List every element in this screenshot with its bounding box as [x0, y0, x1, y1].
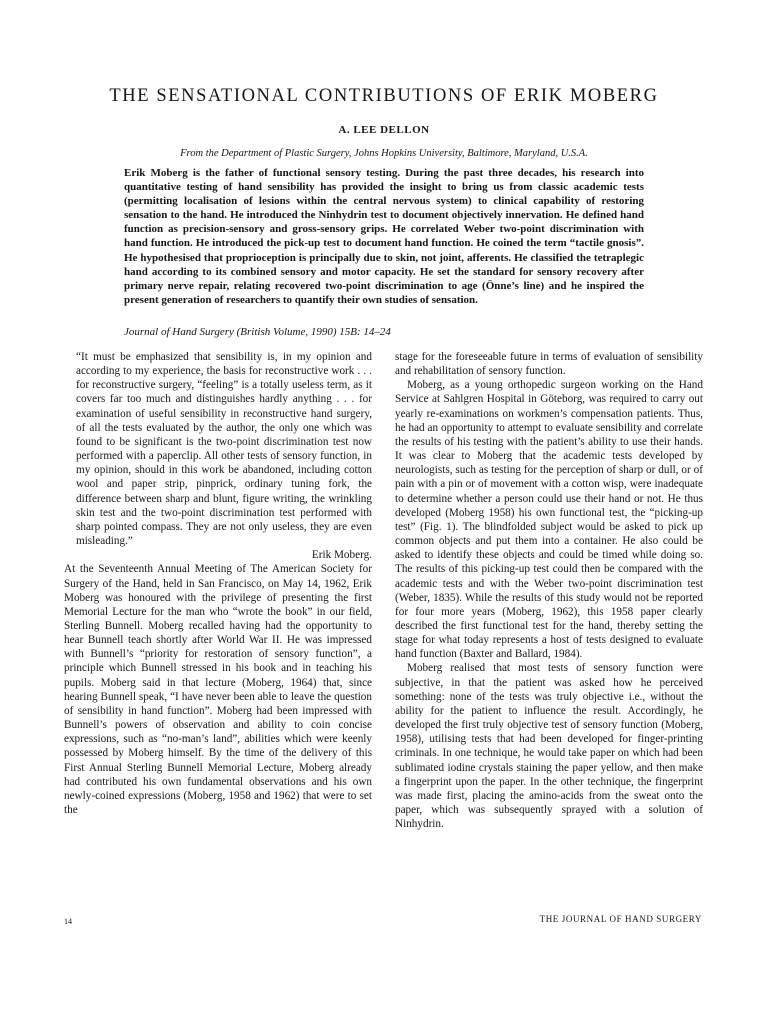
- epigraph-quote: “It must be emphasized that sensibility is, in my opinion and according to my experience, the basis for reconstructive work . . . for reconstructive surgery, “feeling” is a totally useless term, as it covers far too much and distinguishes hardly anything . . . for examination of useful sensibility in reconstructive hand surgery, of all the tests evaluated by the author, the only one which was found to be significant is the two-point discrimination test now performed with a paperclip. All other tests of sensory function, in my opinion, should in this work be abandoned, including cotton wool and paper strip, pinprick, ordinary tuning fork, the difference between sharp and blunt, figure writing, the wrinkling skin test and the two-point discrimination test performed with sharp pointed compass. They are not only useless, they are even misleading.”: [76, 351, 372, 548]
- abstract: Erik Moberg is the father of functional sensory testing. During the past three decades, his research into quantitative testing of hand sensibility has provided the insight to bring us from classic academic tests (permitting localisation of lesions within the central nervous system) to clinical capability of restoring sensation to the hand. He introduced the Ninhydrin test to document objectively innervation. He defined hand function as precision-sensory and gross-sensory grips. He correlated Weber two-point discrimination with hand function. He introduced the pick-up test to document hand function. He coined the term “tactile gnosis”. He hypothesised that proprioception is principally due to skin, not joint, afferents. He classified the tetraplegic hand according to its combined sensory and motor capacity. He set the standard for sensory recovery after primary nerve repair, relating recovered two-point discrimination to age (Önne’s line) and he inspired the present generation of researchers to quantify their own studies of sensation.: [124, 167, 644, 306]
- body-paragraph: Moberg, as a young orthopedic surgeon working on the Hand Service at Sahlgren Hospital in Göteborg, was required to carry out yearly re-examinations on workmen’s compensation patients. Thus, he had an opportunity to attempt to evaluate sensibility and correlate the results of his testing with the patient’s ability to use their hands. It was clear to Moberg that the academic tests developed by neurologists, such as testing for the perception of sharp or dull, or of pain with a pin or of movement with a cotton wisp, were inadequate to determine whether a person could use their hand or not. He thus developed (Moberg 1958) his own functional test, the “picking-up test” (Fig. 1). The blindfolded subject would be asked to pick up common objects and put them into a container. He also could be asked to identify these objects and could be timed while doing so. The results of this picking-up test could then be compared with the academic tests and with the Weber two-point discrimination test (Weber, 1835). While the results of this study would not be reported for four more years (Moberg, 1962), this 1958 paper clearly described the first functional test for the hand, thereby setting the stage for what today represents a host of tests designed to evaluate hand function (Baxter and Ballard, 1984).: [395, 379, 703, 661]
- body-paragraph: At the Seventeenth Annual Meeting of The American Society for Surgery of the Hand, held in San Francisco, on May 14, 1962, Erik Moberg was honoured with the privilege of presenting the first Memorial Lecture for the man who “wrote the book” in our field, Sterling Bunnell. Moberg recalled having had the opportunity to hear Bunnell teach shortly after World War II. He was impressed with Bunnell’s “priority for restoration of sensory function”, a principle which Bunnell stressed in his book and in teaching his pupils. Moberg said in that lecture (Moberg, 1964) that, since hearing Bunnell speak, “I have never been able to leave the question of sensibility in hand function”. Moberg had been impressed with Bunnell’s powers of observation and ability to coin concise expressions, such as “no-man’s land”, abilities which were keenly possessed by Moberg himself. By the time of the delivery of this First Annual Sterling Bunnell Memorial Lecture, Moberg already had contributed his own fundamental observations and his own newly-coined expressions (Moberg, 1958 and 1962) that were to set the: [64, 563, 372, 816]
- body-paragraph: Moberg realised that most tests of sensory function were subjective, in that the patient was asked how he perceived something: none of the tests was truly objective i.e., without the ability for the patient to influence the result. Accordingly, he developed the first truly objective test of sensory function (Moberg, 1958), utilising tests that had been developed for finger-printing criminals. In one technique, he would take paper on which had been sublimated iodine crystals staining the paper yellow, and then make a fingerprint upon the paper. In the other technique, the fingerprint was made first, placing the amino-acids from the sweat onto the paper, which was subsequently sprayed with a solution of Ninhydrin.: [395, 662, 703, 831]
- page-number: 14: [64, 917, 72, 926]
- epigraph-author: Erik Moberg.: [311, 549, 372, 562]
- right-column: [395, 350, 703, 831]
- journal-citation: Journal of Hand Surgery (British Volume, 1990) 15B: 14–24: [124, 326, 391, 338]
- running-footer: THE JOURNAL OF HAND SURGERY: [539, 914, 702, 924]
- article-title: THE SENSATIONAL CONTRIBUTIONS OF ERIK MOBERG: [109, 86, 659, 106]
- body-paragraph: stage for the foreseeable future in terms of evaluation of sensibility and rehabilitation of sensory function.: [395, 351, 703, 378]
- author-affiliation: From the Department of Plastic Surgery, Johns Hopkins University, Baltimore, Maryland, U.S.A.: [180, 148, 588, 159]
- author-name: A. LEE DELLON: [338, 124, 430, 136]
- left-column: [64, 350, 372, 817]
